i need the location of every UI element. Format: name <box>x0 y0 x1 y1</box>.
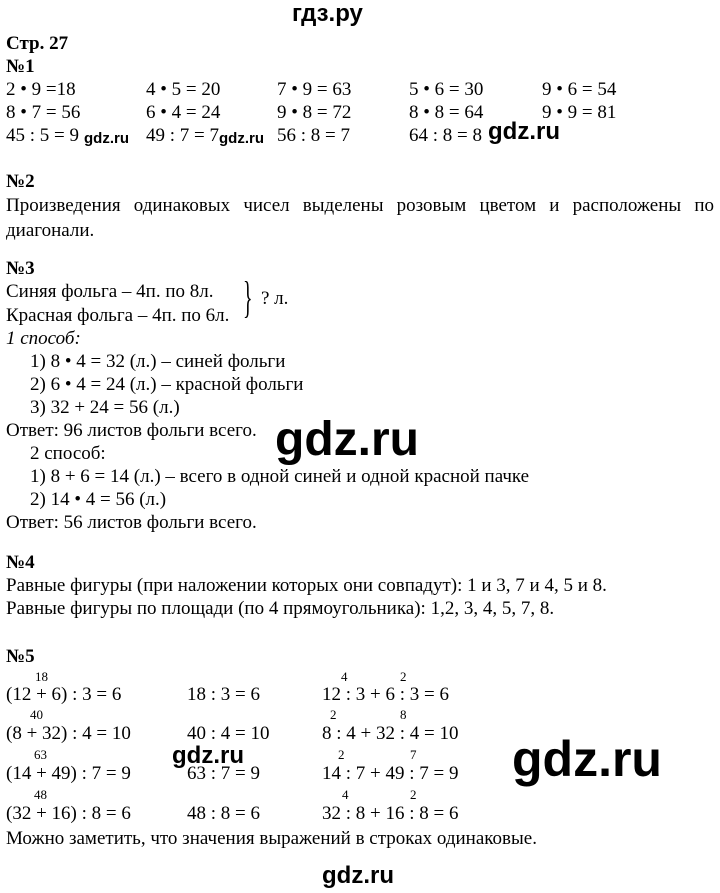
superscript: 4 <box>341 669 348 684</box>
task1-cell: 64 : 8 = 8 <box>409 125 482 146</box>
way1-step: 1) 8 • 4 = 32 (л.) – синей фольги <box>30 351 286 372</box>
superscript: 7 <box>410 747 417 762</box>
superscript: 63 <box>34 747 47 762</box>
large-watermark: gdz.ru <box>275 413 419 466</box>
superscript: 48 <box>34 787 47 802</box>
large-watermark: gdz.ru <box>512 731 662 787</box>
way2-label: 2 способ: <box>30 443 106 464</box>
way2-step: 2) 14 • 4 = 56 (л.) <box>30 489 167 510</box>
superscript: 18 <box>35 669 48 684</box>
task1-cell: 7 • 9 = 63 <box>277 79 352 100</box>
expression: (8 + 32) : 4 = 10 <box>6 723 131 744</box>
task1-cell: 6 • 4 = 24 <box>146 102 221 123</box>
task5-conclusion: Можно заметить, что значения выражений в строках одинаковые. <box>6 828 537 849</box>
task1-cell: 2 • 9 =18 <box>6 79 76 100</box>
expression: (32 + 16) : 8 = 6 <box>6 803 131 824</box>
task1-cell: 56 : 8 = 7 <box>277 125 350 146</box>
superscript: 2 <box>330 707 337 722</box>
expression: 63 : 7 = 9 <box>187 763 260 784</box>
superscript: 2 <box>410 787 417 802</box>
task4-line: Равные фигуры (при наложении которых они совпадут): 1 и 3, 7 и 4, 5 и 8. <box>6 575 607 596</box>
task2-number: №2 <box>6 171 35 192</box>
expression: 8 : 4 + 32 : 4 = 10 <box>322 723 459 744</box>
superscript: 2 <box>338 747 345 762</box>
header-watermark: гдз.ру <box>292 0 363 27</box>
answer2: Ответ: 56 листов фольги всего. <box>6 512 257 533</box>
task1-cell: 5 • 6 = 30 <box>409 79 484 100</box>
task1-cell: 8 • 8 = 64 <box>409 102 484 123</box>
answer1: Ответ: 96 листов фольги всего. <box>6 420 257 441</box>
expression: 48 : 8 = 6 <box>187 803 260 824</box>
expression: 12 : 3 + 6 : 3 = 6 <box>322 684 449 705</box>
inline-watermark: gdz.ru <box>84 130 129 147</box>
task1-cell: 8 • 7 = 56 <box>6 102 81 123</box>
expression: 14 : 7 + 49 : 7 = 9 <box>322 763 459 784</box>
superscript: 8 <box>400 707 407 722</box>
way1-label: 1 способ: <box>6 328 81 349</box>
brace-symbol: } <box>243 273 253 322</box>
expression: (14 + 49) : 7 = 9 <box>6 763 131 784</box>
task5-number: №5 <box>6 646 35 667</box>
inline-watermark-medium: gdz.ru <box>172 742 244 769</box>
way1-step: 3) 32 + 24 = 56 (л.) <box>30 397 180 418</box>
inline-watermark: gdz.ru <box>219 130 264 147</box>
task3-given-line: Красная фольга – 4п. по 6л. <box>6 305 230 326</box>
task3-given-line: Синяя фольга – 4п. по 8л. <box>6 281 214 302</box>
inline-watermark-medium: gdz.ru <box>488 118 560 145</box>
footer-watermark: gdz.ru <box>322 862 394 889</box>
task4-number: №4 <box>6 552 35 573</box>
task4-line: Равные фигуры по площади (по 4 прямоугольника): 1,2, 3, 4, 5, 7, 8. <box>6 598 555 619</box>
expression: 18 : 3 = 6 <box>187 684 260 705</box>
expression: 32 : 8 + 16 : 8 = 6 <box>322 803 459 824</box>
page-label: Стр. 27 <box>6 33 69 54</box>
expression: 40 : 4 = 10 <box>187 723 270 744</box>
task3-question: ? л. <box>261 288 289 309</box>
task1-cell: 9 • 6 = 54 <box>542 79 617 100</box>
way2-step: 1) 8 + 6 = 14 (л.) – всего в одной синей и одной красной пачке <box>30 466 530 487</box>
task1-cell: 9 • 8 = 72 <box>277 102 352 123</box>
task1-cell: 45 : 5 = 9 <box>6 125 79 146</box>
superscript: 4 <box>342 787 349 802</box>
task1-cell: 49 : 7 = 7 <box>146 125 219 146</box>
task3-number: №3 <box>6 258 35 279</box>
superscript: 40 <box>30 707 43 722</box>
task2-text: Произведения одинаковых чисел выделены розовым цветом и расположены по диагонали. <box>6 195 714 241</box>
superscript: 2 <box>400 669 407 684</box>
task1-cell: 4 • 5 = 20 <box>146 79 221 100</box>
task1-cell: 9 • 9 = 81 <box>542 102 617 123</box>
expression: (12 + 6) : 3 = 6 <box>6 684 122 705</box>
task1-number: №1 <box>6 56 35 77</box>
way1-step: 2) 6 • 4 = 24 (л.) – красной фольги <box>30 374 304 395</box>
